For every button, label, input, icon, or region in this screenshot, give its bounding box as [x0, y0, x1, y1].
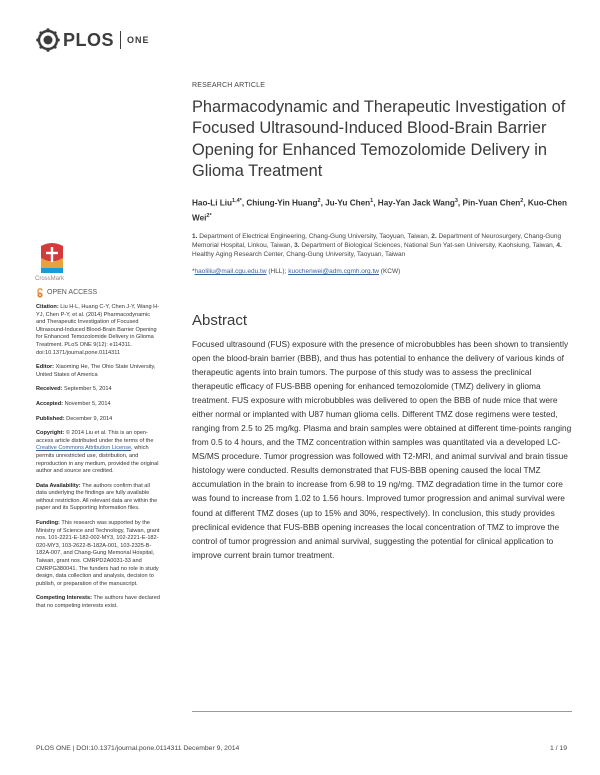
crossmark-icon[interactable] — [38, 238, 66, 274]
funding-label: Funding: — [36, 520, 60, 527]
received-label: Received: — [36, 386, 63, 393]
author-affiliation-mark: 2 — [520, 198, 524, 205]
email-tag-hll: (HLL); — [266, 267, 289, 275]
data-availability-label: Data Availability: — [36, 482, 81, 489]
affiliation-text: Department of Electrical Engineering, Chang-Gung University, Taoyuan, Taiwan, — [199, 232, 432, 240]
open-access-badge — [36, 288, 160, 298]
email-star: * — [192, 267, 195, 275]
author-name: Hao-Li Liu — [192, 198, 233, 208]
affiliation-number: 4. — [556, 241, 562, 249]
article-title: Pharmacodynamic and Therapeutic Investigation of Focused Ultrasound-Induced Blood-Brain Barrier Opening for Enhanced Temozolomide Delivery in Glioma Treatment — [192, 98, 566, 180]
data-availability — [36, 483, 160, 513]
author-separator: , — [241, 198, 247, 208]
citation-label: Citation: — [36, 304, 59, 310]
footer-citation: PLOS ONE | DOI:10.1371/journal.pone.0114311 December 9, 2014 — [36, 745, 240, 752]
affiliation-number: 1. — [192, 232, 198, 240]
author-name: Hay-Yan Jack Wang — [377, 198, 455, 208]
published-date: December 9, 2014 — [66, 415, 113, 422]
author-separator: , — [373, 198, 378, 208]
editor-text: Xiaoming He, The Ohio State University, United States of America — [36, 364, 156, 378]
article-main — [192, 82, 572, 562]
citation-text: Liu H-L, Huang C-Y, Chen J-Y, Wang H-YJ, Chen P-Y, et al. (2014) Pharmacodynamic and Therapeutic Investigation of Focused Ultrasound-Induced Blood-Brain Barrier Opening for Enhanced Temozolomide Delivery in Glioma Treatment. PLoS ONE 9(12): e114311. doi:10.1371/journal.pone.0114311 — [36, 304, 160, 356]
competing-interests-text: The authors have declared that no competing interests exist. — [36, 595, 160, 609]
author-name: Pin-Yuan Chen — [462, 198, 521, 208]
author-separator: , — [457, 198, 463, 208]
plos-logo-icon — [36, 28, 60, 52]
affiliation-number: 3. — [294, 241, 300, 249]
editor — [36, 364, 160, 379]
editor-label: Editor: — [36, 364, 55, 371]
open-lock-icon — [36, 288, 44, 298]
accepted-label: Accepted: — [36, 400, 64, 407]
copyright-label: Copyright: — [36, 430, 65, 437]
published-label: Published: — [36, 415, 65, 422]
received-date: September 5, 2014 — [64, 386, 112, 393]
author-affiliation-mark: 2 — [317, 198, 321, 205]
affiliations — [192, 232, 572, 259]
author-affiliation-mark: 1,4* — [232, 198, 242, 205]
logo-journal: ONE — [127, 35, 150, 45]
published — [36, 416, 160, 424]
open-access-label: OPEN ACCESS — [47, 289, 98, 297]
abstract-text: Focused ultrasound (FUS) exposure with the presence of microbubbles has been shown to transiently open the blood-brain barrier (BBB), and thus has potential to enhance the delivery of various kinds of therapeutic agents into brain tumors. The purpose of this study was to assess the preclinical therapeutic efficacy of FUS-BBB opening for enhanced temozolomide (TMZ) delivery in glioma treatment. FUS exposure with microbubbles was delivered to open the BBB of nude mice that were either normal or implanted with U87 human glioma cells. Different TMZ dose regimens were tested, ranging from 2.5 to 25 mg/kg. Plasma and brain samples were obtained at different time-points ranging from 0.5 to 4 hours, and the TMZ concentration within samples was quantitated via a developed LC-MS/MS procedure. Tumor progression was followed with T2-MRI, and animal survival and brain tissue histology were conducted. Results demonstrated that FUS-BBB opening caused the local TMZ accumulation in the brain to increase from 6.98 to 19 ng/mg. TMZ degradation time in the tumor core was found to increase from 1.02 to 1.56 hours. Improved tumor progression and animal survival were found at different TMZ doses (up to 15% and 30%, respectively). In conclusion, this study provides preclinical evidence that FUS-BBB opening increases the local concentration of TMZ to improve the control of tumor progression and animal survival, suggesting the potential for clinical application to improve current brain tumor treatment. — [192, 338, 572, 560]
article-type: RESEARCH ARTICLE — [192, 82, 266, 89]
correspondence — [192, 268, 572, 275]
competing-interests — [36, 595, 160, 610]
email-link-kcw[interactable]: kuochenwei@adm.cgmh.org.tw — [288, 267, 379, 275]
citation — [36, 304, 160, 357]
accepted — [36, 401, 160, 409]
author-separator: , — [320, 198, 326, 208]
author-affiliation-mark: 1 — [370, 198, 374, 205]
author-affiliation-mark: 2* — [206, 213, 212, 220]
license-link[interactable]: Creative Commons Attribution License — [36, 445, 132, 452]
logo-divider — [120, 31, 121, 49]
abstract-heading: Abstract — [192, 311, 248, 329]
affiliation-text: Healthy Aging Research Center, Chang-Gung University, Taoyuan, Taiwan — [192, 250, 406, 258]
copyright-text: © 2014 Liu et al. This is an open-access article distributed under the terms of the — [36, 430, 154, 444]
email-tag-kcw: (KCW) — [378, 267, 401, 275]
author-name: Chiung-Yin Huang — [246, 198, 318, 208]
competing-interests-label: Competing Interests: — [36, 595, 92, 602]
logo-name: PLOS — [63, 29, 115, 50]
affiliation-text: Department of Biological Sciences, National Sun Yat-sen University, Kaohsiung, Taiwan, — [301, 241, 557, 249]
author-affiliation-mark: 3 — [454, 198, 458, 205]
author-name: Kuo-Chen Wei — [192, 198, 568, 224]
data-availability-text: The authors confirm that all data underlying the findings are fully available without restriction. All relevant data are within the paper and its Supporting Information files. — [36, 482, 158, 512]
article-info-sidebar — [36, 288, 160, 618]
copyright-text-end: , which permits unrestricted use, distribution, and reproduction in any medium, provided the original author and source are credited. — [36, 445, 159, 475]
received — [36, 386, 160, 394]
author-separator: , — [523, 198, 528, 208]
page-number: 1 / 19 — [549, 745, 567, 752]
crossmark-label: CrossMark — [35, 276, 65, 282]
author-name: Ju-Yu Chen — [325, 198, 371, 208]
accepted-date: November 5, 2014 — [64, 400, 111, 407]
author-list — [192, 195, 572, 225]
affiliation-text: Department of Neurosurgery, Chang-Gung Memorial Hospital, Linkou, Taiwan, — [192, 232, 562, 249]
affiliation-number: 2. — [431, 232, 437, 240]
plos-one-logo[interactable] — [36, 26, 150, 54]
copyright — [36, 430, 160, 476]
section-divider — [192, 711, 572, 712]
funding-text: This research was supported by the Ministry of Science and Technology, Taiwan, grant nos. 101-2221-E-182-002-MY3, 102-2221-E-182-020-MY3, 103-2622-B-182A-001, 103-2325-B-182A-007, and Chang-Gung Memorial Hospital, Taiwan, grant nos. CMRPD2A0031-33 and CMRPG380041. The funders had no role in study design, data collection and analysis, decision to publish, or preparation of the manuscript. — [36, 520, 160, 587]
email-link-hll[interactable]: haoliliu@mail.cgu.edu.tw — [194, 267, 267, 275]
funding — [36, 520, 160, 588]
